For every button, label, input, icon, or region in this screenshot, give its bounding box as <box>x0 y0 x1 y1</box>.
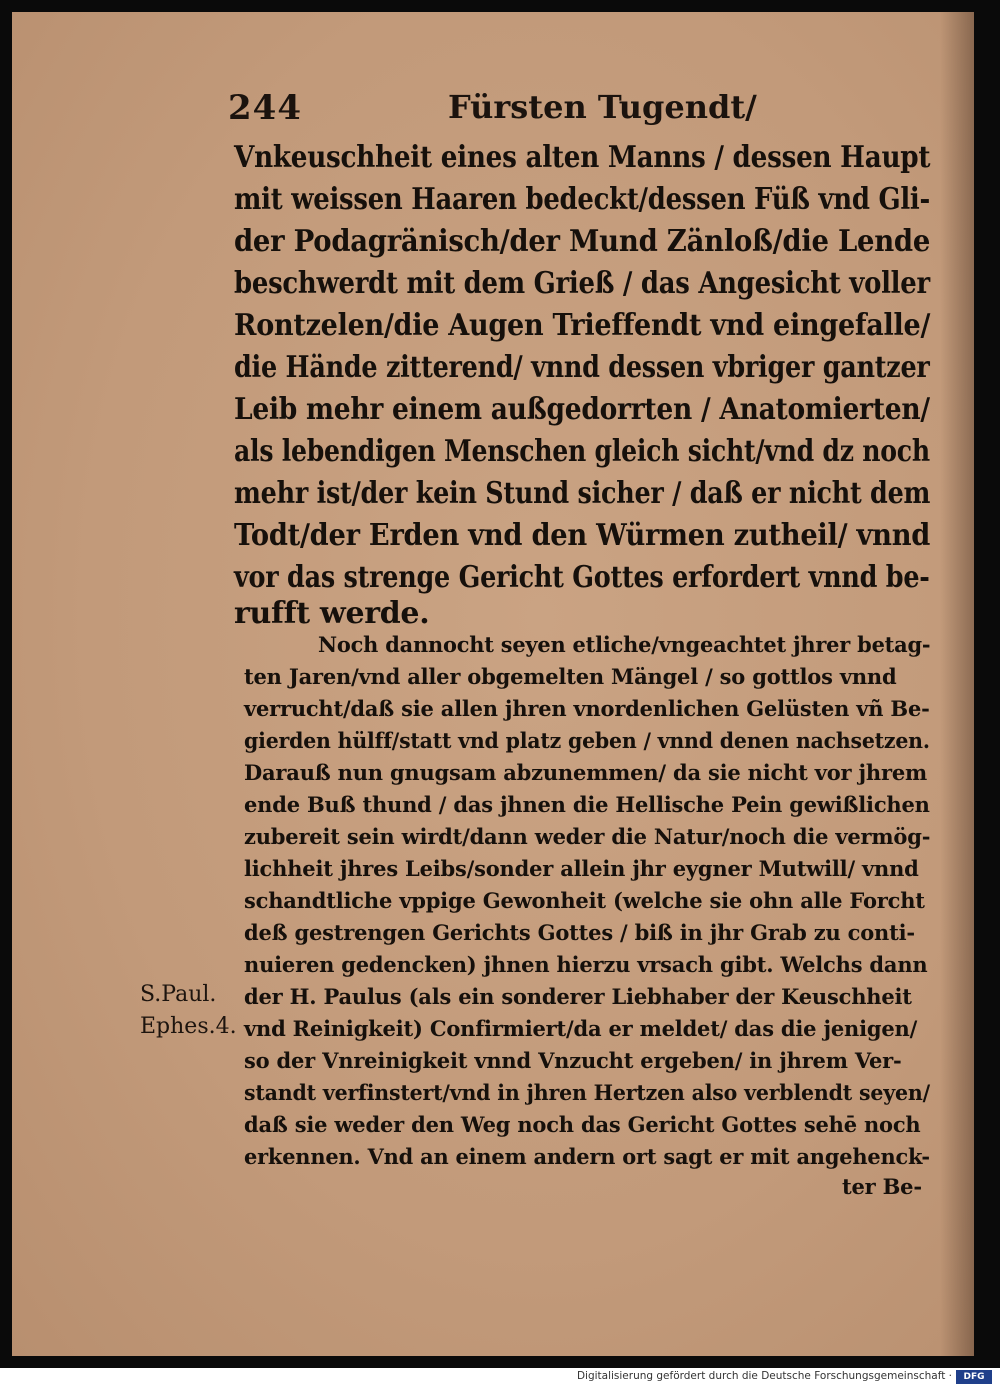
text-line: die Hände zitterend/ vnnd dessen vbriger gantzer <box>234 350 930 385</box>
text-line: Vnkeuschheit eines alten Manns / dessen Haupt <box>234 140 931 175</box>
margin-note: S.Paul. <box>140 982 217 1007</box>
text-line: Todt/der Erden vnd den Würmen zutheil/ vnnd <box>234 518 931 553</box>
text-line: ten Jaren/vnd aller obgemelten Mängel / so gottlos vnnd <box>244 664 897 689</box>
text-line: Rontzelen/die Augen Trieffendt vnd eingefalle/ <box>234 308 931 343</box>
running-title: Fürsten Tugendt/ <box>448 88 757 126</box>
text-line: verrucht/daß sie allen jhren vnordenlichen Gelüsten vñ Be- <box>244 696 930 721</box>
page-gutter-shadow <box>940 12 974 1356</box>
text-line: rufft werde. <box>234 596 430 631</box>
text-line: Leib mehr einem außgedorrten / Anatomierten/ <box>234 392 930 427</box>
funding-notice: Digitalisierung gefördert durch die Deutsche Forschungsgemeinschaft · <box>576 1370 952 1382</box>
catchword: ter Be- <box>842 1174 922 1199</box>
text-line: vor das strenge Gericht Gottes erfordert vnnd be- <box>234 560 930 595</box>
text-line: nuieren gedencken) jhnen hierzu vrsach gibt. Welchs dann <box>244 952 928 977</box>
text-line: zubereit sein wirdt/dann weder die Natur/noch die vermög- <box>244 824 931 849</box>
footer <box>0 1368 1000 1387</box>
margin-note: Ephes.4. <box>140 1014 237 1039</box>
text-line: standt verfinstert/vnd in jhren Hertzen also verblendt seyen/ <box>244 1080 930 1105</box>
dfg-logo-icon: DFG <box>956 1370 992 1384</box>
text-line: deß gestrengen Gerichts Gottes / biß in jhr Grab zu conti- <box>244 920 915 945</box>
text-line: beschwerdt mit dem Grieß / das Angesicht voller <box>234 266 930 301</box>
text-line: mehr ist/der kein Stund sicher / daß er nicht dem <box>234 476 931 511</box>
text-line: erkennen. Vnd an einem andern ort sagt er mit angehenck- <box>244 1144 930 1169</box>
page-number: 244 <box>228 88 302 128</box>
text-line: mit weissen Haaren bedeckt/dessen Füß vnd Gli- <box>234 182 930 217</box>
page-header <box>0 88 1000 128</box>
text-line: der H. Paulus (als ein sonderer Liebhaber der Keuschheit <box>244 984 912 1009</box>
text-line: schandtliche vppige Gewonheit (welche sie ohn alle Forcht <box>244 888 925 913</box>
text-line: gierden hülff/statt vnd platz geben / vnnd denen nachsetzen. <box>244 728 930 753</box>
text-line: Darauß nun gnugsam abzunemmen/ da sie nicht vor jhrem <box>244 760 928 785</box>
text-line: ende Buß thund / das jhnen die Hellische Pein gewißlichen <box>244 792 930 817</box>
text-line: der Podagränisch/der Mund Zänloß/die Lende <box>234 224 931 259</box>
text-line: daß sie weder den Weg noch das Gericht Gottes sehē noch <box>244 1112 921 1137</box>
text-line: Noch dannocht seyen etliche/vngeachtet jhrer betag- <box>318 632 931 657</box>
text-line: so der Vnreinigkeit vnnd Vnzucht ergeben/ in jhrem Ver- <box>244 1048 902 1073</box>
text-line: vnd Reinigkeit) Confirmiert/da er meldet/ das die jenigen/ <box>244 1016 918 1041</box>
text-line: als lebendigen Menschen gleich sicht/vnd dz noch <box>234 434 930 469</box>
text-line: lichheit jhres Leibs/sonder allein jhr eygner Mutwill/ vnnd <box>244 856 919 881</box>
